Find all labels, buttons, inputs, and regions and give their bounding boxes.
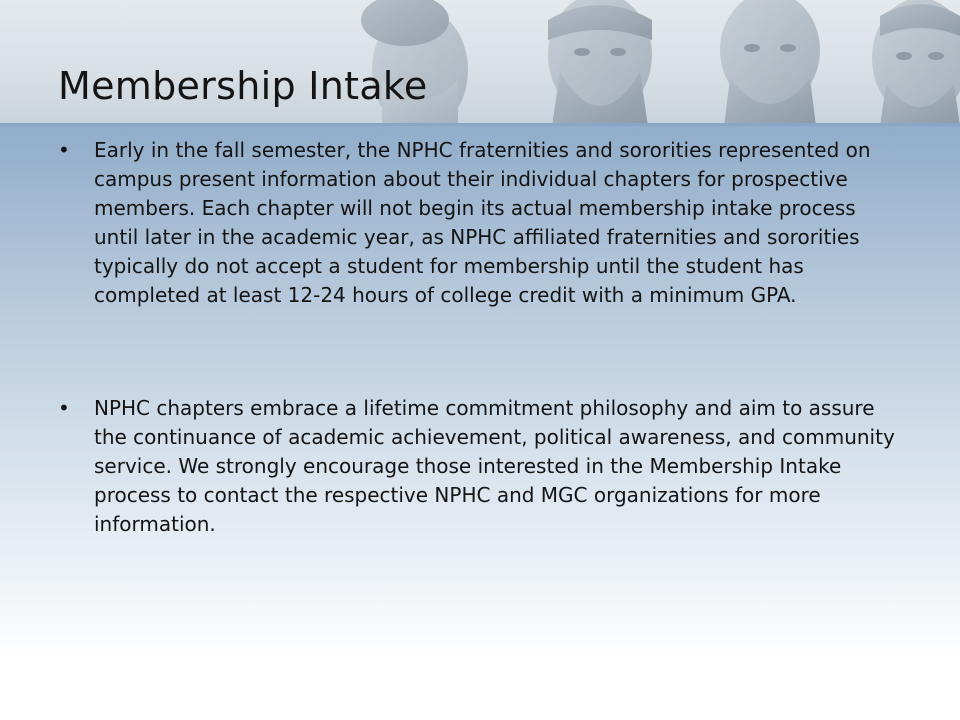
bullet-marker: • — [58, 138, 70, 162]
bullet-item-early-fall — [58, 136, 898, 310]
bust-2 — [548, 0, 652, 126]
bullet-item-lifetime-commitment — [58, 394, 898, 539]
bullet-list — [58, 136, 898, 539]
bullet-text: Early in the fall semester, the NPHC fraternities and sororities represented on campus present information about their individual chapters for prospective members. Each chapter will not begin its actual membership intake process until later in the academic year, as NPHC affiliated fraternities and sororities typically do not accept a student for membership until the student has completed at least 12-24 hours of college credit with a minimum GPA. — [94, 138, 871, 307]
slide-title: Membership Intake — [58, 64, 428, 108]
bust-3 — [720, 0, 820, 126]
bullet-marker: • — [58, 396, 70, 420]
bust-4 — [872, 0, 960, 126]
bullet-text: NPHC chapters embrace a lifetime commitment philosophy and aim to assure the continuance of academic achievement, political awareness, and community service. We strongly encourage those interested in the Membership Intake process to contact the respective NPHC and MGC organizations for more information. — [94, 396, 895, 536]
